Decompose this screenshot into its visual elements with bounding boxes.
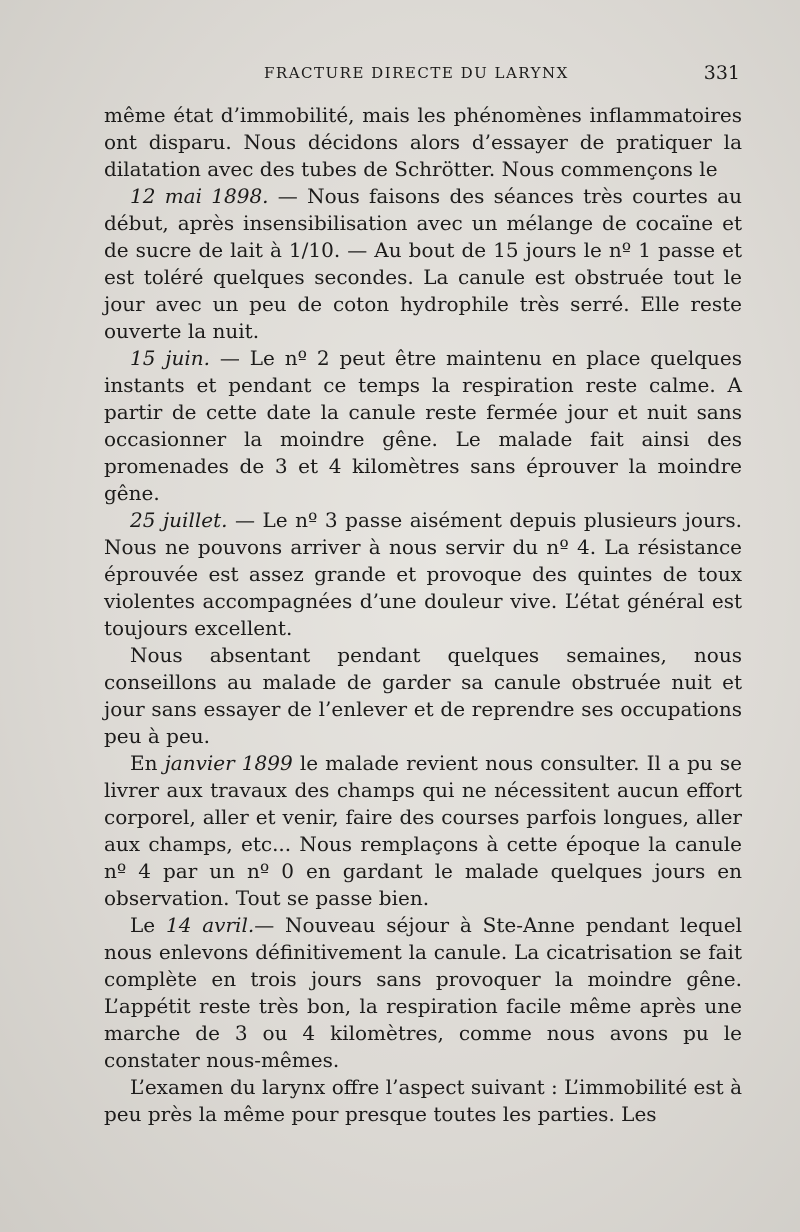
- paragraph: 12 mai 1898. — Nous faisons des séances très courtes au début, après insensibilisation avec un mélange de cocaïne et de sucre de lait à 1/10. — Au bout de 15 jours le nº 1 passe et est toléré quelques secondes. La canule est obstruée tout le jour avec un peu de coton hydrophile très serré. Elle reste ouverte la nuit.: [104, 184, 742, 343]
- paragraph: 25 juillet. — Le nº 3 passe aisément depuis plusieurs jours. Nous ne pouvons arriver à nous servir du nº 4. La résistance éprouvée est assez grande et provoque des quintes de toux violentes accompagnées d’une douleur vive. L’état général est toujours excellent.: [104, 508, 743, 640]
- page-header: [104, 58, 740, 88]
- body-text: [104, 102, 742, 1128]
- paragraph: En janvier 1899 le malade revient nous consulter. Il a pu se livrer aux travaux des champs qui ne nécessitent aucun effort corporel, aller et venir, faire des courses parfois longues, aller aux champs, etc... Nous remplaçons à cette époque la canule nº 4 par un nº 0 en gardant le malade quelques jours en observation. Tout se passe bien.: [104, 751, 742, 910]
- entry-date: 14 avril.: [165, 913, 255, 937]
- page-number: 331: [703, 62, 740, 84]
- entry-date: 15 juin.: [130, 346, 211, 370]
- paragraph: même état d’immobilité, mais les phénomènes inflammatoires ont disparu. Nous décidons alors d’essayer de pratiquer la dilatation avec des tubes de Schrötter. Nous commençons le: [104, 103, 742, 181]
- paragraph: Nous absentant pendant quelques semaines, nous conseillons au malade de garder sa canule obstruée nuit et jour sans essayer de l’enlever et de reprendre ses occupations peu à peu.: [104, 643, 742, 748]
- entry-date: janvier 1899: [164, 751, 293, 775]
- running-title: FRACTURE DIRECTE DU LARYNX: [264, 64, 569, 82]
- entry-date: 25 juillet.: [130, 508, 228, 532]
- entry-date: 12 mai 1898.: [130, 184, 269, 208]
- paragraph: Le 14 avril.— Nouveau séjour à Ste-Anne pendant lequel nous enlevons définitivement la canule. La cicatrisation se fait complète en trois jours sans provoquer la moindre gêne. L’appétit reste très bon, la respiration facile même après une marche de 3 ou 4 kilomètres, comme nous avons pu le constater nous-mêmes.: [104, 913, 742, 1072]
- paragraph: 15 juin. — Le nº 2 peut être maintenu en place quelques instants et pendant ce temps la respiration reste calme. A partir de cette date la canule reste fermée jour et nuit sans occasionner la moindre gêne. Le malade fait ainsi des promenades de 3 et 4 kilomètres sans éprouver la moindre gêne.: [104, 346, 742, 505]
- paragraph: L’examen du larynx offre l’aspect suivant : L’immobilité est à peu près la même pour presque toutes les parties. Les: [104, 1075, 742, 1126]
